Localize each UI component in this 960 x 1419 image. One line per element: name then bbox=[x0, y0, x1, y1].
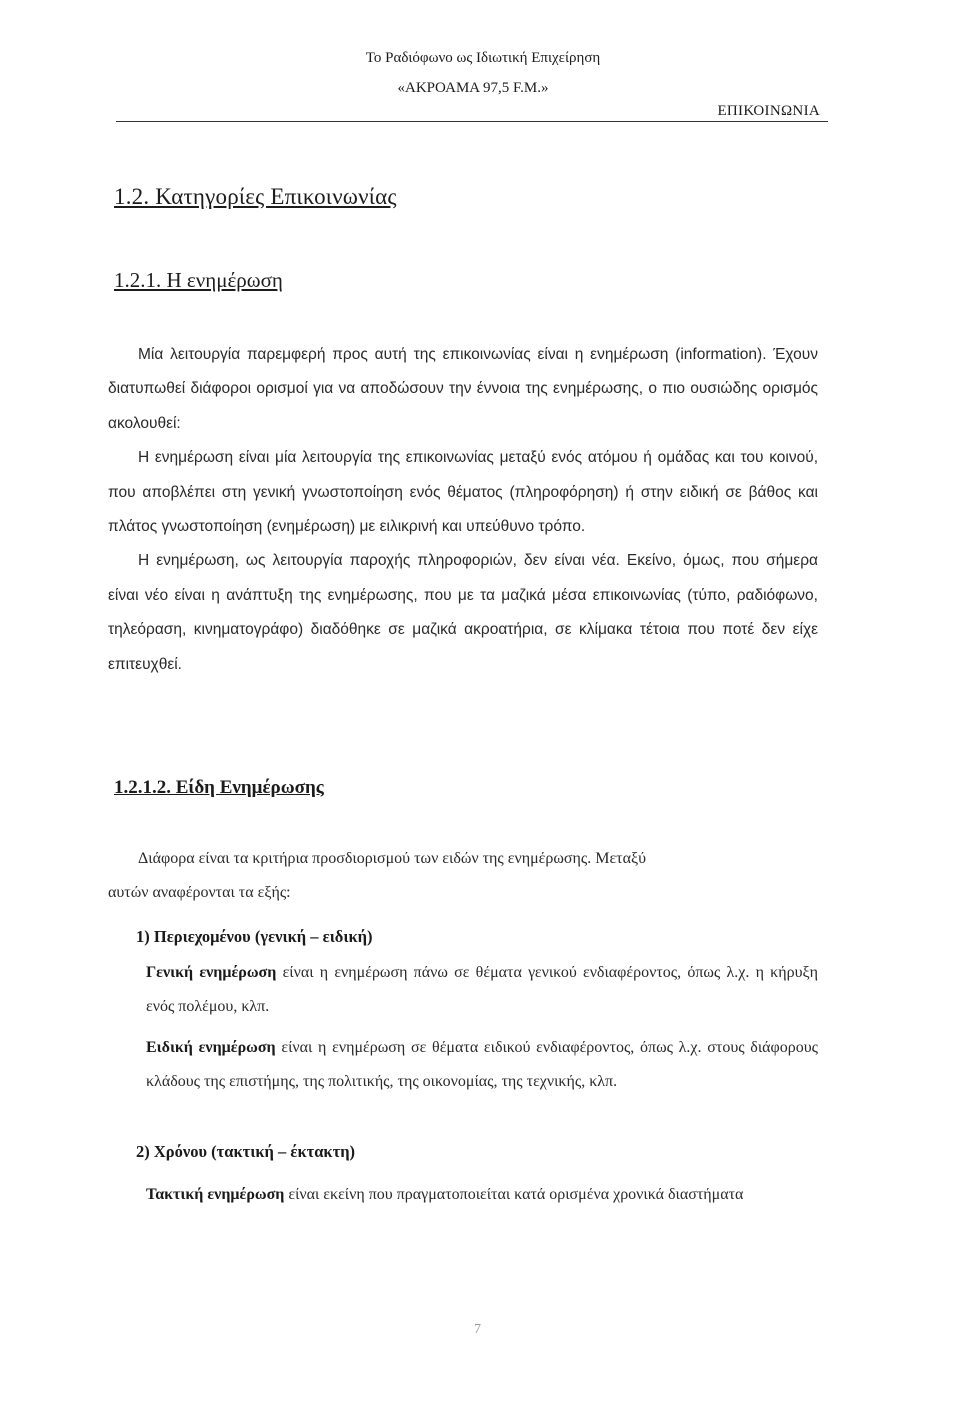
paragraph-development: Η ενημέρωση, ως λειτουργία παροχής πληροφοριών, δεν είναι νέα. Εκείνο, όμως, που σήμερα είναι νέο είναι η ανάπτυξη της ενημέρωσης, που με τα μαζικά μέσα επικοινωνίας (τύπο, ραδιόφωνο, τηλεόραση, κινηματογράφο) διαδόθηκε σε μαζικά ακροατήρια, σε κλίμακα τέτοια που ποτέ δεν είχε επιτευχθεί. bbox=[108, 552, 818, 673]
term-regular: Τακτική ενημέρωση bbox=[146, 1186, 285, 1203]
text-regular: είναι εκείνη που πραγματοποιείται κατά ορισμένα χρονικά διαστήματα bbox=[284, 1186, 744, 1203]
paragraph-definition-intro: Μία λειτουργία παρεμφερή προς αυτή της επικοινωνίας είναι η ενημέρωση (information). Έχουν διατυπωθεί διάφοροι ορισμοί για να αποδώσουν την έννοια της ενημέρωσης, ο πιο ουσιώδης ορισμός ακολουθεί: bbox=[108, 346, 818, 432]
definition-regular bbox=[146, 1178, 818, 1212]
list-item-time: 2) Χρόνου (τακτική – έκτακτη) bbox=[136, 1142, 356, 1161]
section-types-intro bbox=[108, 842, 818, 911]
header-divider bbox=[116, 121, 828, 122]
text-special: είναι η ενημέρωση σε θέματα ειδικού ενδιαφέροντος, όπως λ.χ. στους διάφορους κλάδους της επιστήμης, της πολιτικής, της οικονομίας, της τεχνικής, κλπ. bbox=[146, 1039, 819, 1090]
section-information-body bbox=[108, 338, 818, 682]
list-item-content: 1) Περιεχομένου (γενική – ειδική) bbox=[136, 927, 373, 946]
header-title: Το Ραδιόφωνο ως Ιδιωτική Επιχείρηση bbox=[365, 50, 601, 66]
definition-general bbox=[146, 956, 818, 1023]
page-number: 7 bbox=[474, 1322, 481, 1337]
term-special: Ειδική ενημέρωση bbox=[146, 1039, 276, 1056]
definition-special bbox=[146, 1031, 818, 1098]
heading-types: 1.2.1.2. Είδη Ενημέρωσης bbox=[114, 777, 324, 798]
header-subtitle: «ΑΚΡΟΑΜΑ 97,5 F.M.» bbox=[397, 80, 549, 96]
paragraph-definition: Η ενημέρωση είναι μία λειτουργία της επικοινωνίας μεταξύ ενός ατόμου ή ομάδας και του κοινού, που αποβλέπει στη γενική γνωστοποίηση ενός θέματος (πληροφόρηση) ή στην ειδική σε βάθος και πλάτος γνωστοποίηση (ενημέρωση) με ειλικρινή και υπεύθυνο τρόπο. bbox=[108, 449, 818, 536]
text-general: είναι η ενημέρωση πάνω σε θέματα γενικού ενδιαφέροντος, όπως λ.χ. η κήρυξη ενός πολέμου, κλπ. bbox=[146, 964, 818, 1015]
header-section: ΕΠΙΚΟΙΝΩΝΙΑ bbox=[717, 103, 820, 119]
heading-categories: 1.2. Κατηγορίες Επικοινωνίας bbox=[114, 184, 397, 209]
paragraph-criteria-line2: αυτών αναφέρονται τα εξής: bbox=[108, 884, 291, 902]
paragraph-criteria-line1: Διάφορα είναι τα κριτήρια προσδιορισμού των ειδών της ενημέρωσης. Μεταξύ bbox=[138, 850, 647, 867]
term-general: Γενική ενημέρωση bbox=[146, 964, 277, 981]
heading-information: 1.2.1. Η ενημέρωση bbox=[114, 268, 283, 292]
